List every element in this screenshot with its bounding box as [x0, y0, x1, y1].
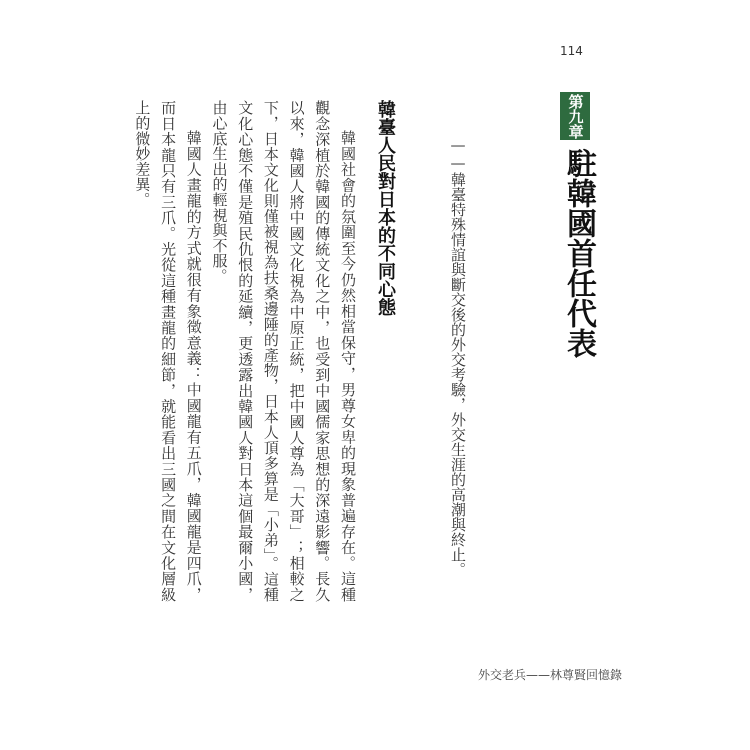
- subtitle-dash: ——: [449, 136, 467, 172]
- paragraph: 韓國人畫龍的方式就很有象徵意義：中國龍有五爪，韓國龍是四爪，而日本龍只有三爪。光從這種畫龍的細節，就能看出三國之間在文化層級上的微妙差異。: [133, 100, 203, 602]
- chapter-title: 駐韓國首任代表: [561, 148, 596, 358]
- paragraph: 韓國社會的氛圍至今仍然相當保守，男尊女卑的現象普遍存在。這種觀念深植於韓國的傳統文化之中，也受到中國儒家思想的深遠影響。長久以來，韓國人將中國文化視為中原正統，把中國人尊為「大哥」；相較之下，日本文化則僅被視為扶桑邊陲的產物，日本人頂多算是「小弟」。這種文化心態不僅是殖民仇恨的延續，更透露出韓國人對日本這個最爾小國，由心底生出的輕視與不服。: [210, 100, 357, 602]
- chapter-number-badge: 第九章: [560, 92, 590, 140]
- section-heading: 韓臺人民對日本的不同心態: [375, 100, 396, 316]
- page-number: 114: [560, 44, 583, 58]
- body-text: [133, 100, 360, 602]
- running-footer: 外交老兵——林尊賢回憶錄: [478, 668, 623, 682]
- chapter-subtitle: [446, 136, 470, 577]
- subtitle-text: 韓臺特殊情誼與斷交後的外交考驗，外交生涯的高潮與終止。: [449, 172, 467, 577]
